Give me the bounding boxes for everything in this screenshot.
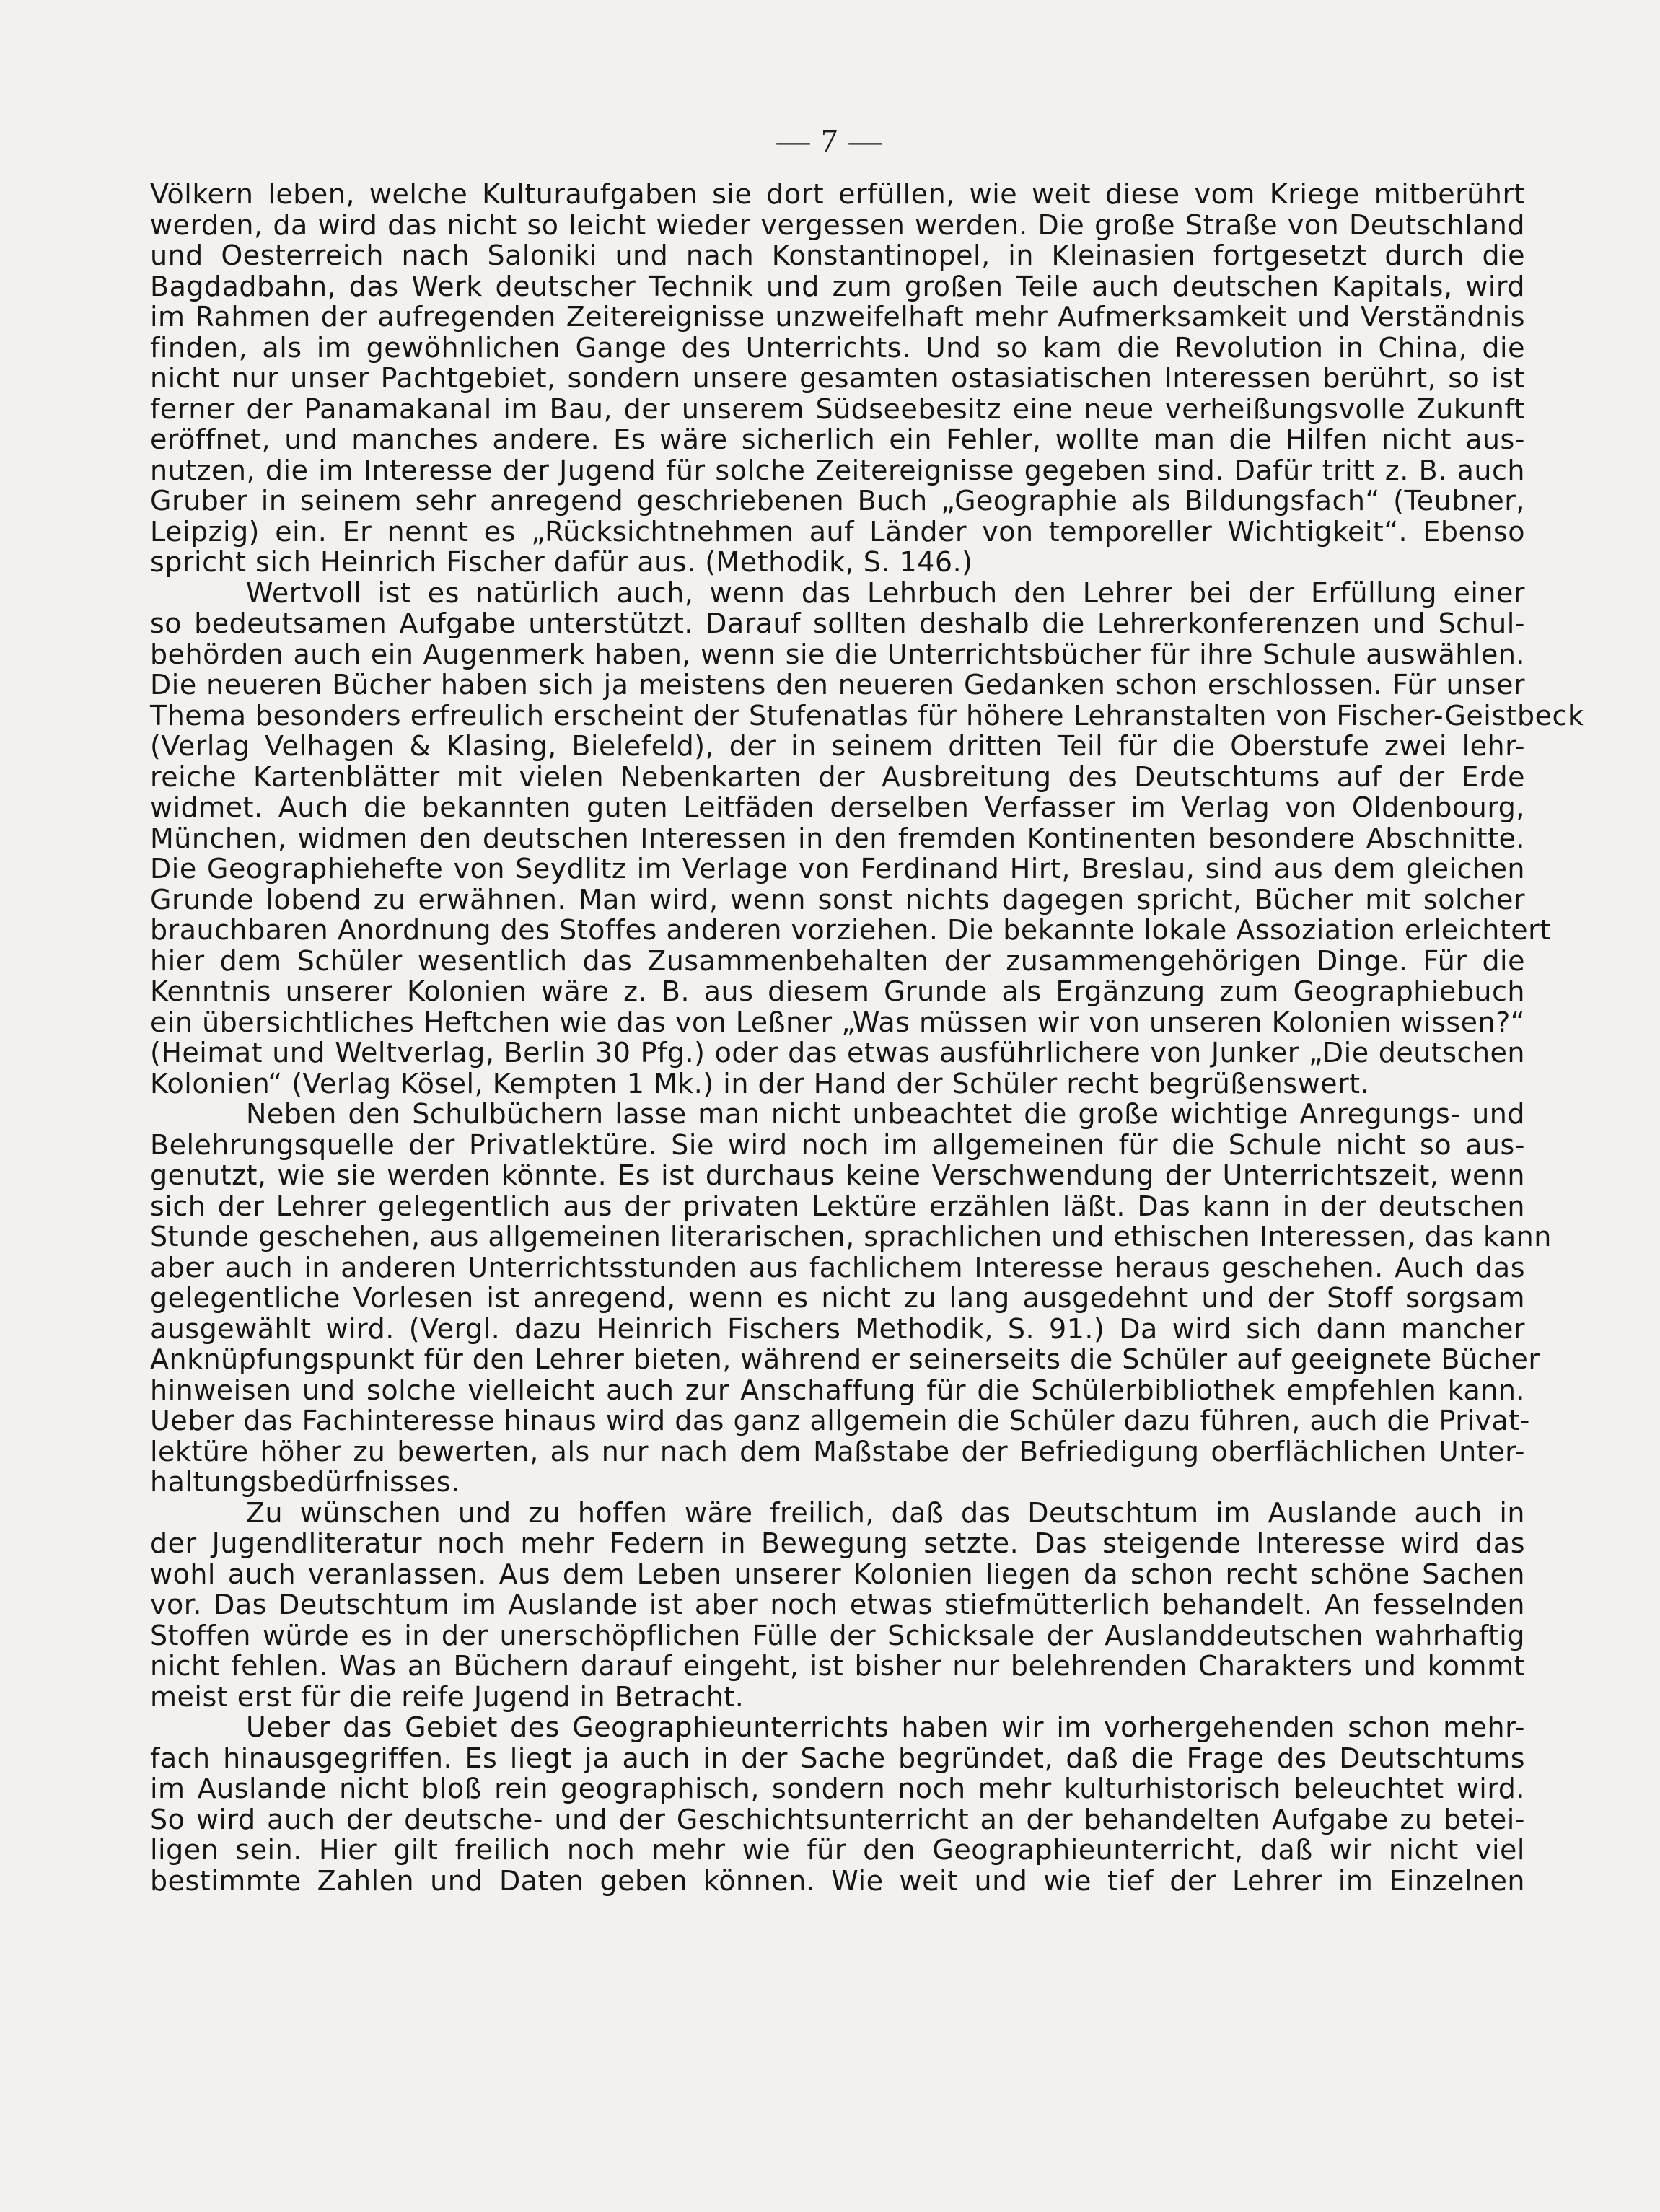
text-line: Anknüpfungspunkt für den Lehrer bieten, während er seinerseits die Schüler auf geeignete Bücher bbox=[150, 1343, 1540, 1375]
text-line: im Auslande nicht bloß rein geographisch, sondern noch mehr kulturhistorisch beleuchtet wird. bbox=[150, 1773, 1525, 1804]
text-line: Kolonien“ (Verlag Kösel, Kempten 1 Mk.) in der Hand der Schüler recht begrüßenswert. bbox=[150, 1067, 1370, 1100]
text-line: vor. Das Deutschtum im Auslande ist aber noch etwas stiefmütterlich behandelt. An fesselnden bbox=[150, 1589, 1525, 1620]
text-line: München, widmen den deutschen Interessen in den fremden Kontinenten besondere Abschnitte. bbox=[150, 822, 1525, 854]
text-line: Thema besonders erfreulich erscheint der Stufenatlas für höhere Lehranstalten von Fischer-Geistbeck bbox=[150, 699, 1584, 732]
text-line: Gruber in seinem sehr anregend geschriebenen Buch „Geographie als Bildungsfach“ (Teubner, bbox=[150, 485, 1525, 517]
text-line: im Rahmen der aufregenden Zeitereignisse unzweifelhaft mehr Aufmerksamkeit und Verständnis bbox=[150, 301, 1525, 333]
text-line: Grunde lobend zu erwähnen. Man wird, wenn sonst nichts dagegen spricht, Bücher mit solcher bbox=[150, 883, 1525, 916]
text-line: werden, da wird das nicht so leicht wieder vergessen werden. Die große Straße von Deutschland bbox=[150, 209, 1525, 241]
text-line: (Heimat und Weltverlag, Berlin 30 Pfg.) oder das etwas ausführlichere von Junker „Die deutschen bbox=[150, 1037, 1525, 1068]
text-line: nutzen, die im Interesse der Jugend für solche Zeitereignisse gegeben sind. Dafür tritt z. B. auch bbox=[150, 454, 1525, 486]
text-line: Leipzig) ein. Er nennt es „Rücksichtnehmen auf Länder von temporeller Wichtigkeit“. Ebenso bbox=[150, 515, 1525, 548]
text-line: lektüre höher zu bewerten, als nur nach dem Maßstabe der Befriedigung oberflächlichen Unter- bbox=[150, 1435, 1525, 1467]
text-line: so bedeutsamen Aufgabe unterstützt. Darauf sollten deshalb die Lehrerkonferenzen und Schul- bbox=[150, 607, 1525, 639]
text-line: Neben den Schulbüchern lasse man nicht unbeachtet die große wichtige Anregungs- und bbox=[246, 1098, 1525, 1130]
text-line: nicht fehlen. Was an Büchern darauf eingeht, ist bisher nur belehrenden Charakters und kommt bbox=[150, 1650, 1525, 1682]
text-line: Ueber das Fachinteresse hinaus wird das ganz allgemein die Schüler dazu führen, auch die Privat- bbox=[150, 1405, 1530, 1436]
text-line: ein übersichtliches Heftchen wie das von Leßner „Was müssen wir von unseren Kolonien wissen?“ bbox=[150, 1006, 1525, 1038]
text-line: meist erst für die reife Jugend in Betracht. bbox=[150, 1680, 745, 1713]
text-line: fach hinausgegriffen. Es liegt ja auch in der Sache begründet, daß die Frage des Deutschtums bbox=[150, 1742, 1525, 1774]
text-line: spricht sich Heinrich Fischer dafür aus. (Methodik, S. 146.) bbox=[150, 546, 973, 578]
text-line: eröffnet, und manches andere. Es wäre sicherlich ein Fehler, wollte man die Hilfen nicht aus- bbox=[150, 423, 1525, 455]
text-line: nicht nur unser Pachtgebiet, sondern unsere gesamten ostasiatischen Interessen berührt, so ist bbox=[150, 362, 1525, 394]
text-line: Wertvoll ist es natürlich auch, wenn das Lehrbuch den Lehrer bei der Erfüllung einer bbox=[246, 576, 1525, 609]
text-line: brauchbaren Anordnung des Stoffes anderen vorziehen. Die bekannte lokale Assoziation erleichtert bbox=[150, 914, 1551, 946]
text-line: Stunde geschehen, aus allgemeinen literarischen, sprachlichen und ethischen Interessen, das kann bbox=[150, 1221, 1552, 1252]
text-line: hier dem Schüler wesentlich das Zusammenbehalten der zusammengehörigen Dinge. Für die bbox=[150, 944, 1525, 977]
text-line: Die neueren Bücher haben sich ja meistens den neueren Gedanken schon erschlossen. Für unser bbox=[150, 669, 1525, 701]
text-line: reiche Kartenblätter mit vielen Nebenkarten der Ausbreitung des Deutschtums auf der Erde bbox=[150, 760, 1525, 793]
text-line: hinweisen und solche vielleicht auch zur Anschaffung für die Schülerbibliothek empfehlen kann. bbox=[150, 1374, 1525, 1406]
text-line: Stoffen würde es in der unerschöpflichen Fülle der Schicksale der Auslanddeutschen wahrhaftig bbox=[150, 1619, 1525, 1651]
body-text bbox=[150, 178, 1584, 1897]
text-line: ausgewählt wird. (Vergl. dazu Heinrich Fischers Methodik, S. 91.) Da wird sich dann mancher bbox=[150, 1312, 1525, 1345]
text-line: bestimmte Zahlen und Daten geben können. Wie weit und wie tief der Lehrer im Einzelnen bbox=[150, 1864, 1525, 1897]
text-line: Belehrungsquelle der Privatlektüre. Sie wird noch im allgemeinen für die Schule nicht so aus- bbox=[150, 1128, 1525, 1161]
text-line: Völkern leben, welche Kulturaufgaben sie dort erfüllen, wie weit diese vom Kriege mitberührt bbox=[150, 178, 1525, 210]
text-line: der Jugendliteratur noch mehr Federn in Bewegung setzte. Das steigende Interesse wird das bbox=[150, 1527, 1525, 1559]
text-line: (Verlag Velhagen & Klasing, Bielefeld), der in seinem dritten Teil für die Oberstufe zwei lehr- bbox=[150, 730, 1525, 762]
text-line: So wird auch der deutsche- und der Geschichtsunterricht an der behandelten Aufgabe zu betei- bbox=[150, 1803, 1525, 1835]
text-line: genutzt, wie sie werden könnte. Es ist durchaus keine Verschwendung der Unterrichtszeit, wenn bbox=[150, 1159, 1525, 1191]
text-line: haltungsbedürfnisses. bbox=[150, 1466, 460, 1498]
text-line: behörden auch ein Augenmerk haben, wenn sie die Unterrichtsbücher für ihre Schule auswählen. bbox=[150, 638, 1525, 670]
text-line: Zu wünschen und zu hoffen wäre freilich, daß das Deutschtum im Auslande auch in bbox=[246, 1496, 1525, 1529]
text-line: ligen sein. Hier gilt freilich noch mehr wie für den Geographieunterricht, daß wir nicht viel bbox=[150, 1834, 1525, 1866]
text-line: Ueber das Gebiet des Geographieunterrichts haben wir im vorhergehenden schon mehr- bbox=[246, 1711, 1525, 1743]
text-line: aber auch in anderen Unterrichtsstunden aus fachlichem Interesse heraus geschehen. Auch das bbox=[150, 1251, 1525, 1283]
text-line: und Oesterreich nach Saloniki und nach Konstantinopel, in Kleinasien fortgesetzt durch die bbox=[150, 240, 1525, 271]
text-line: Kenntnis unserer Kolonien wäre z. B. aus diesem Grunde als Ergänzung zum Geographiebuch bbox=[150, 975, 1525, 1007]
text-line: widmet. Auch die bekannten guten Leitfäden derselben Verfasser im Verlag von Oldenbourg, bbox=[150, 791, 1525, 823]
text-line: wohl auch veranlassen. Aus dem Leben unserer Kolonien liegen da schon recht schöne Sachen bbox=[150, 1558, 1525, 1590]
text-line: ferner der Panamakanal im Bau, der unserem Südseebesitz eine neue verheißungsvolle Zukunft bbox=[150, 392, 1525, 425]
text-line: gelegentliche Vorlesen ist anregend, wenn es nicht zu lang ausgedehnt und der Stoff sorgsam bbox=[150, 1282, 1525, 1314]
page-number: — 7 — bbox=[776, 122, 884, 159]
text-line: finden, als im gewöhnlichen Gange des Unterrichts. Und so kam die Revolution in China, die bbox=[150, 331, 1525, 364]
text-line: Bagdadbahn, das Werk deutscher Technik und zum großen Teile auch deutschen Kapitals, wird bbox=[150, 270, 1525, 302]
text-line: sich der Lehrer gelegentlich aus der privaten Lektüre erzählen läßt. Das kann in der deutschen bbox=[150, 1190, 1525, 1222]
text-line: Die Geographiehefte von Seydlitz im Verlage von Ferdinand Hirt, Breslau, sind aus dem gleichen bbox=[150, 853, 1525, 885]
